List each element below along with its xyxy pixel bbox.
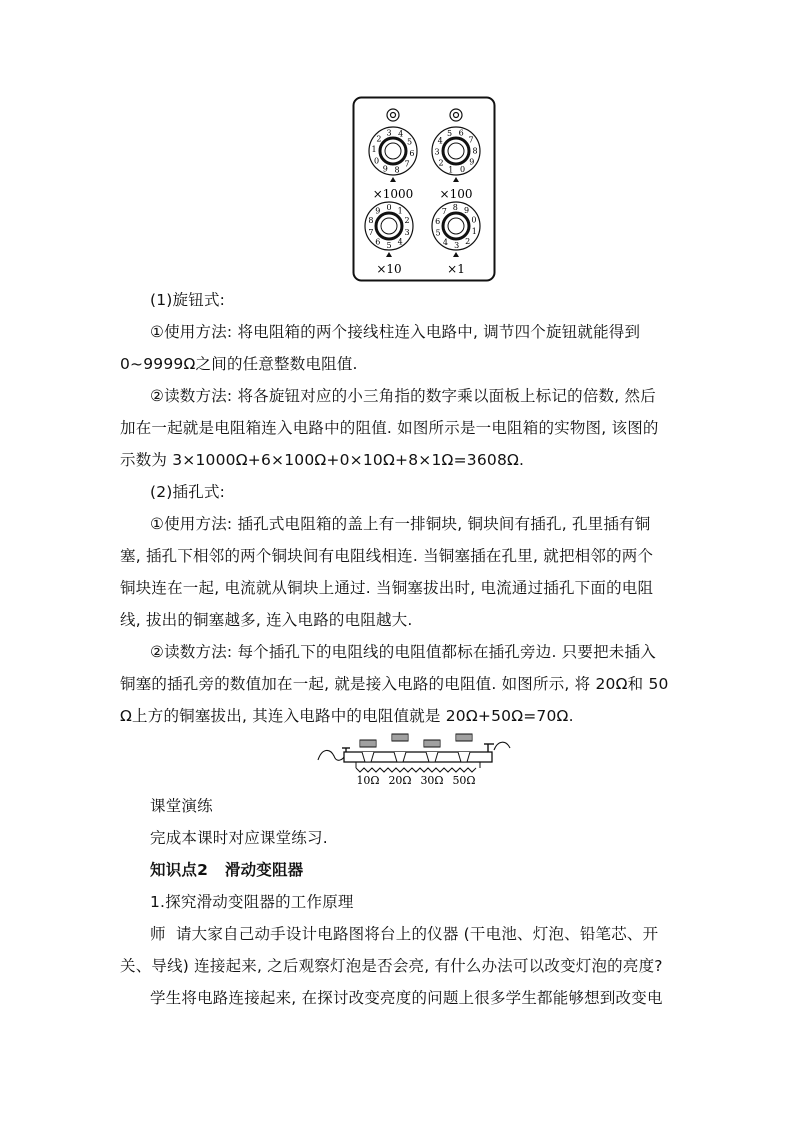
dial-1000-knob: [380, 138, 406, 164]
para-knob-reading-3: 示数为 3×1000Ω+6×100Ω+0×10Ω+8×1Ω=3608Ω.: [120, 451, 525, 469]
para-knob-reading-1: ②读数方法: 将各旋钮对应的小三角指的数字乘以面板上标记的倍数, 然后: [150, 387, 656, 405]
para-students-1: 学生将电路连接起来, 在探讨改变亮度的问题上很多学生都能够想到改变电: [150, 989, 663, 1007]
dial-1-digit: 8: [452, 203, 458, 212]
dial-1000-digit: 8: [394, 165, 400, 175]
dial-100-digit: 9: [469, 157, 475, 167]
dial-10-digit: 3: [404, 227, 410, 237]
dial-10-digit: 8: [368, 216, 374, 226]
dial-1000-digit: 2: [376, 134, 382, 144]
dial-10-digit: 4: [397, 237, 403, 247]
para-plug-usage-4: 线, 拔出的铜塞越多, 连入电路的电阻越大.: [120, 611, 413, 629]
dial-1-digit: 4: [442, 237, 448, 247]
para-knob-usage-1: ①使用方法: 将电阻箱的两个接线柱连入电路中, 调节四个旋钮就能得到: [150, 323, 641, 341]
para-plug-heading: (2)插孔式:: [150, 483, 226, 501]
dial-10-digit: 9: [375, 206, 381, 216]
resistance-box-drawing: [352, 96, 496, 282]
dial-100-digit: 7: [468, 135, 474, 145]
multiplier-label-100: ×100: [439, 187, 473, 201]
dial-1-knob: [443, 213, 469, 239]
dial-10-digit: 7: [368, 227, 374, 237]
para-plug-usage-1: ①使用方法: 插孔式电阻箱的盖上有一排铜块, 铜块间有插孔, 孔里插有铜: [150, 515, 651, 533]
dial-1-digit: 9: [464, 206, 470, 216]
dial-10-digit: 2: [404, 216, 410, 226]
dial-100-digit: 3: [434, 147, 440, 157]
dial-100-digit: 1: [448, 165, 454, 175]
para-knob-usage-2: 0~9999Ω之间的任意整数电阻值.: [120, 355, 358, 373]
multiplier-label-1: ×1: [447, 262, 465, 276]
section-classroom-practice: 课堂演练: [150, 797, 213, 815]
dial-1000-digit: 0: [373, 156, 380, 166]
dial-10-digit: 1: [397, 206, 403, 216]
para-plug-usage-3: 铜块连在一起, 电流就从铜块上通过. 当铜塞拔出时, 电流通过插孔下面的电阻: [120, 579, 654, 597]
plug-box-figure: [316, 728, 512, 786]
dial-100-digit: 4: [437, 136, 443, 146]
dial-1-digit: 7: [441, 207, 447, 216]
dial-1000-digit: 9: [382, 164, 388, 174]
dial-1-digit: 5: [435, 228, 441, 238]
dial-1000-digit: 4: [398, 129, 404, 139]
para-plug-usage-2: 塞, 插孔下相邻的两个铜块间有电阻线相连. 当铜塞插在孔里, 就把相邻的两个: [120, 547, 654, 565]
plug-label-10: 10Ω: [356, 774, 380, 786]
dial-1-digit: 6: [435, 216, 441, 226]
dial-1000-digit: 3: [386, 128, 392, 138]
dial-10-digit: 0: [386, 203, 392, 212]
dial-1000-digit: 6: [409, 149, 415, 158]
section-knowledge-point-2: 知识点2 滑动变阻器: [150, 861, 304, 879]
dial-10-knob: [376, 213, 402, 239]
dial-1-digit: 3: [454, 241, 460, 250]
plug-label-30: 30Ω: [420, 774, 444, 786]
dial-1-digit: 1: [471, 227, 477, 237]
para-plug-reading-1: ②读数方法: 每个插孔下的电阻线的电阻值都标在插孔旁边. 只要把未插入: [150, 643, 656, 661]
para-knob-heading: (1)旋钮式:: [150, 291, 226, 309]
plug-box-drawing: [316, 728, 512, 786]
dial-100-digit: 0: [459, 164, 466, 174]
dial-1000-digit: 1: [371, 145, 377, 154]
para-plug-reading-2: 铜塞的插孔旁的数值加在一起, 就是接入电路的电阻值. 如图所示, 将 20Ω和 50: [120, 675, 669, 693]
para-plug-reading-3: Ω上方的铜塞拔出, 其连入电路中的电阻值就是 20Ω+50Ω=70Ω.: [120, 707, 574, 725]
multiplier-label-1000: ×1000: [372, 187, 414, 201]
resistance-box-figure: [352, 96, 496, 282]
dial-10-digit: 6: [375, 237, 381, 247]
dial-1000-digit: 7: [404, 159, 410, 169]
para-knob-reading-2: 加在一起就是电阻箱连入电路中的阻值. 如图所示是一电阻箱的实物图, 该图的: [120, 419, 659, 437]
dial-1-digit: 2: [465, 237, 471, 246]
dial-100-digit: 6: [458, 128, 464, 138]
para-complete-exercise: 完成本课时对应课堂练习.: [150, 829, 328, 847]
subsection-explore-principle: 1.探究滑动变阻器的工作原理: [150, 893, 354, 911]
dial-100-digit: 5: [446, 129, 453, 139]
dial-1-digit: 0: [471, 215, 477, 225]
para-teacher-2: 关、导线) 连接起来, 之后观察灯泡是否会亮, 有什么办法可以改变灯泡的亮度?: [120, 957, 663, 975]
para-teacher-1: 师 请大家自己动手设计电路图将台上的仪器 (干电池、灯泡、铅笔芯、开: [150, 925, 659, 943]
dial-100-digit: 2: [438, 158, 444, 168]
dial-10-digit: 5: [386, 241, 392, 250]
dial-1000-digit: 5: [406, 137, 413, 147]
plug-label-20: 20Ω: [388, 774, 412, 786]
multiplier-label-10: ×10: [376, 262, 402, 276]
dial-100-digit: 8: [472, 146, 478, 156]
plug-label-50: 50Ω: [452, 774, 476, 786]
dial-100-knob: [443, 138, 469, 164]
